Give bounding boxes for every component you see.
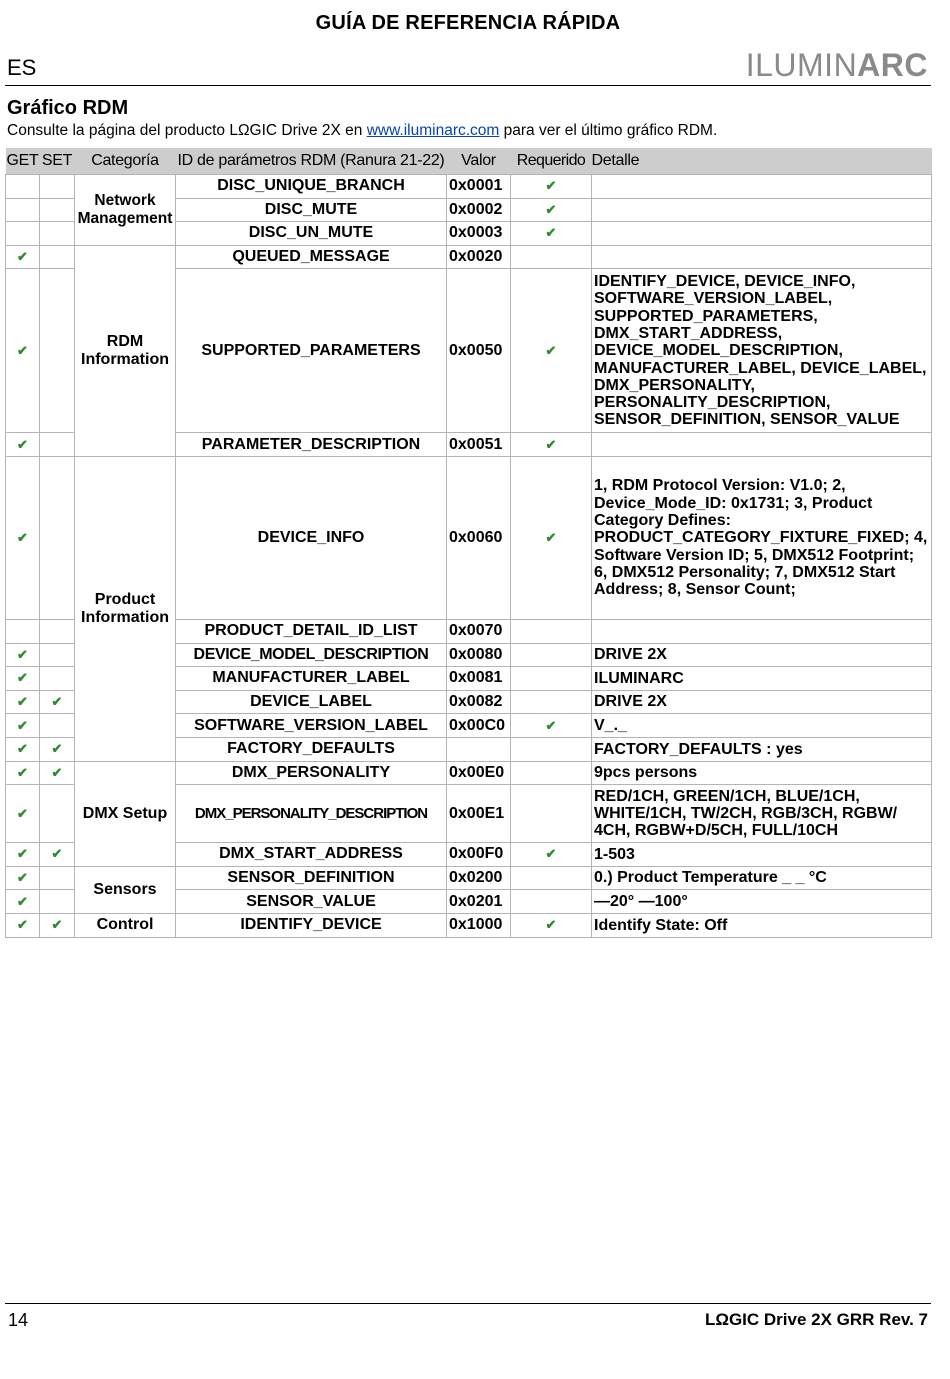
page-number: 14 <box>8 1310 29 1330</box>
required-check-icon: ✔ <box>511 222 592 246</box>
table-row <box>6 245 932 269</box>
required-check-icon: ✔ <box>511 175 592 199</box>
parameter-id: SENSOR_VALUE <box>176 890 447 914</box>
parameter-detail: RED/1CH, GREEN/1CH, BLUE/1CH, WHITE/1CH, TW/2CH, RGB/3CH, RGBW/ 4CH, RGBW+D/5CH, FULL/10CH <box>592 785 932 843</box>
parameter-value: 0x00C0 <box>447 714 511 738</box>
parameter-detail: IDENTIFY_DEVICE, DEVICE_INFO, SOFTWARE_VERSION_LABEL, SUPPORTED_PARAMETERS, DMX_START_ADDRESS, DEVICE_MODEL_DESCRIPTION, MANUFACTURER_LABEL, DEVICE_LABEL, DMX_PERSONALITY, PERSONALITY_DESCRIPTION, SENSOR_DEFINITION, SENSOR_VALUE <box>592 269 932 433</box>
parameter-value: 0x0080 <box>447 643 511 667</box>
parameter-value: 0x00E1 <box>447 785 511 843</box>
parameter-detail: 1, RDM Protocol Version: V1.0; 2, Device_Mode_ID: 0x1731; 3, Product Category Defines: PRODUCT_CATEGORY_FIXTURE_FIXED; 4, Software Version ID; 5, DMX512 Footprint; 6, DMX512 Personality; 7, DMX512 Start Address; 8, Sensor Count; <box>592 456 932 619</box>
set-check-icon: ✔ <box>40 737 75 761</box>
parameter-value: 0x0081 <box>447 667 511 691</box>
parameter-value: 0x0082 <box>447 690 511 714</box>
category-network-management: Network Management <box>75 175 176 246</box>
set-check-icon: ✔ <box>40 843 75 867</box>
required-check-icon: ✔ <box>511 456 592 619</box>
header-set: SET <box>40 148 75 175</box>
get-check-icon: ✔ <box>6 643 40 667</box>
parameter-value: 0x0060 <box>447 456 511 619</box>
parameter-value: 0x0201 <box>447 890 511 914</box>
parameter-detail: 1-503 <box>592 843 932 867</box>
parameter-detail: 0.) Product Temperature _ _ °C <box>592 866 932 890</box>
parameter-detail: DRIVE 2X <box>592 690 932 714</box>
parameter-value: 0x0001 <box>447 175 511 199</box>
parameter-id: DEVICE_LABEL <box>176 690 447 714</box>
get-check-icon: ✔ <box>6 843 40 867</box>
table-row <box>6 456 932 619</box>
header-get: GET <box>6 148 40 175</box>
parameter-id: SUPPORTED_PARAMETERS <box>176 269 447 433</box>
required-check-icon: ✔ <box>511 843 592 867</box>
category-product-information: Product Information <box>75 456 176 761</box>
parameter-value: 0x0020 <box>447 245 511 269</box>
parameter-id: DISC_UNIQUE_BRANCH <box>176 175 447 199</box>
intro-text: Consulte la página del producto LΩGIC Drive 2X en www.iluminarc.com para ver el último gráfico RDM. <box>7 122 718 139</box>
parameter-detail: Identify State: Off <box>592 913 932 937</box>
brand-logo: ILUMINARC <box>745 47 928 83</box>
table-row <box>6 913 932 937</box>
parameter-value: 0x0050 <box>447 269 511 433</box>
parameter-id: PARAMETER_DESCRIPTION <box>176 433 447 457</box>
parameter-id: SOFTWARE_VERSION_LABEL <box>176 714 447 738</box>
required-check-icon: ✔ <box>511 198 592 222</box>
set-check-icon: ✔ <box>40 761 75 785</box>
category-sensors: Sensors <box>75 866 176 913</box>
parameter-id: PRODUCT_DETAIL_ID_LIST <box>176 619 447 643</box>
parameter-id: DEVICE_MODEL_DESCRIPTION <box>176 643 447 667</box>
section-title: Gráfico RDM <box>7 97 129 119</box>
required-check-icon: ✔ <box>511 913 592 937</box>
parameter-id: DISC_MUTE <box>176 198 447 222</box>
footer-divider <box>5 1303 931 1304</box>
parameter-value: 0x1000 <box>447 913 511 937</box>
parameter-value: 0x0200 <box>447 866 511 890</box>
get-check-icon: ✔ <box>6 785 40 843</box>
parameter-value: 0x00E0 <box>447 761 511 785</box>
language-code: ES <box>7 55 37 80</box>
get-check-icon: ✔ <box>6 913 40 937</box>
get-check-icon: ✔ <box>6 667 40 691</box>
get-check-icon: ✔ <box>6 433 40 457</box>
parameter-value: 0x0070 <box>447 619 511 643</box>
parameter-id: IDENTIFY_DEVICE <box>176 913 447 937</box>
get-check-icon: ✔ <box>6 761 40 785</box>
required-check-icon: ✔ <box>511 433 592 457</box>
get-check-icon: ✔ <box>6 269 40 433</box>
header-detail: Detalle <box>592 148 932 175</box>
set-check-icon: ✔ <box>40 913 75 937</box>
parameter-value: 0x0002 <box>447 198 511 222</box>
parameter-id: DISC_UN_MUTE <box>176 222 447 246</box>
get-check-icon: ✔ <box>6 866 40 890</box>
parameter-value: 0x00F0 <box>447 843 511 867</box>
parameter-detail: DRIVE 2X <box>592 643 932 667</box>
table-row <box>6 866 932 890</box>
parameter-detail: FACTORY_DEFAULTS : yes <box>592 737 932 761</box>
get-check-icon: ✔ <box>6 690 40 714</box>
header-parameter-id: ID de parámetros RDM (Ranura 21-22) <box>176 148 447 175</box>
table-row <box>6 175 932 199</box>
required-check-icon: ✔ <box>511 269 592 433</box>
required-check-icon: ✔ <box>511 714 592 738</box>
header-value: Valor <box>447 148 511 175</box>
table-row <box>6 761 932 785</box>
parameter-value: 0x0003 <box>447 222 511 246</box>
parameter-id: QUEUED_MESSAGE <box>176 245 447 269</box>
get-check-icon: ✔ <box>6 890 40 914</box>
set-check-icon: ✔ <box>40 690 75 714</box>
header-divider <box>5 85 931 86</box>
parameter-detail: ILUMINARC <box>592 667 932 691</box>
parameter-id: FACTORY_DEFAULTS <box>176 737 447 761</box>
category-rdm-information: RDM Information <box>75 245 176 456</box>
parameter-value: 0x0051 <box>447 433 511 457</box>
website-link[interactable]: www.iluminarc.com <box>366 122 500 139</box>
get-check-icon: ✔ <box>6 456 40 619</box>
parameter-detail: 9pcs persons <box>592 761 932 785</box>
category-dmx-setup: DMX Setup <box>75 761 176 866</box>
header-category: Categoría <box>75 148 176 175</box>
parameter-id: DMX_PERSONALITY_DESCRIPTION <box>176 785 447 843</box>
parameter-detail: V_._ <box>592 714 932 738</box>
parameter-value <box>447 737 511 761</box>
parameter-id: SENSOR_DEFINITION <box>176 866 447 890</box>
document-reference: LΩGIC Drive 2X GRR Rev. 7 <box>704 1310 928 1329</box>
rdm-table <box>5 148 932 938</box>
get-check-icon: ✔ <box>6 737 40 761</box>
get-check-icon: ✔ <box>6 714 40 738</box>
parameter-id: DMX_START_ADDRESS <box>176 843 447 867</box>
parameter-id: DEVICE_INFO <box>176 456 447 619</box>
parameter-id: DMX_PERSONALITY <box>176 761 447 785</box>
get-check-icon: ✔ <box>6 245 40 269</box>
category-control: Control <box>75 913 176 937</box>
parameter-id: MANUFACTURER_LABEL <box>176 667 447 691</box>
header-required: Requerido <box>511 148 592 175</box>
parameter-detail: —20° —100° <box>592 890 932 914</box>
document-title: GUÍA DE REFERENCIA RÁPIDA <box>315 12 621 34</box>
